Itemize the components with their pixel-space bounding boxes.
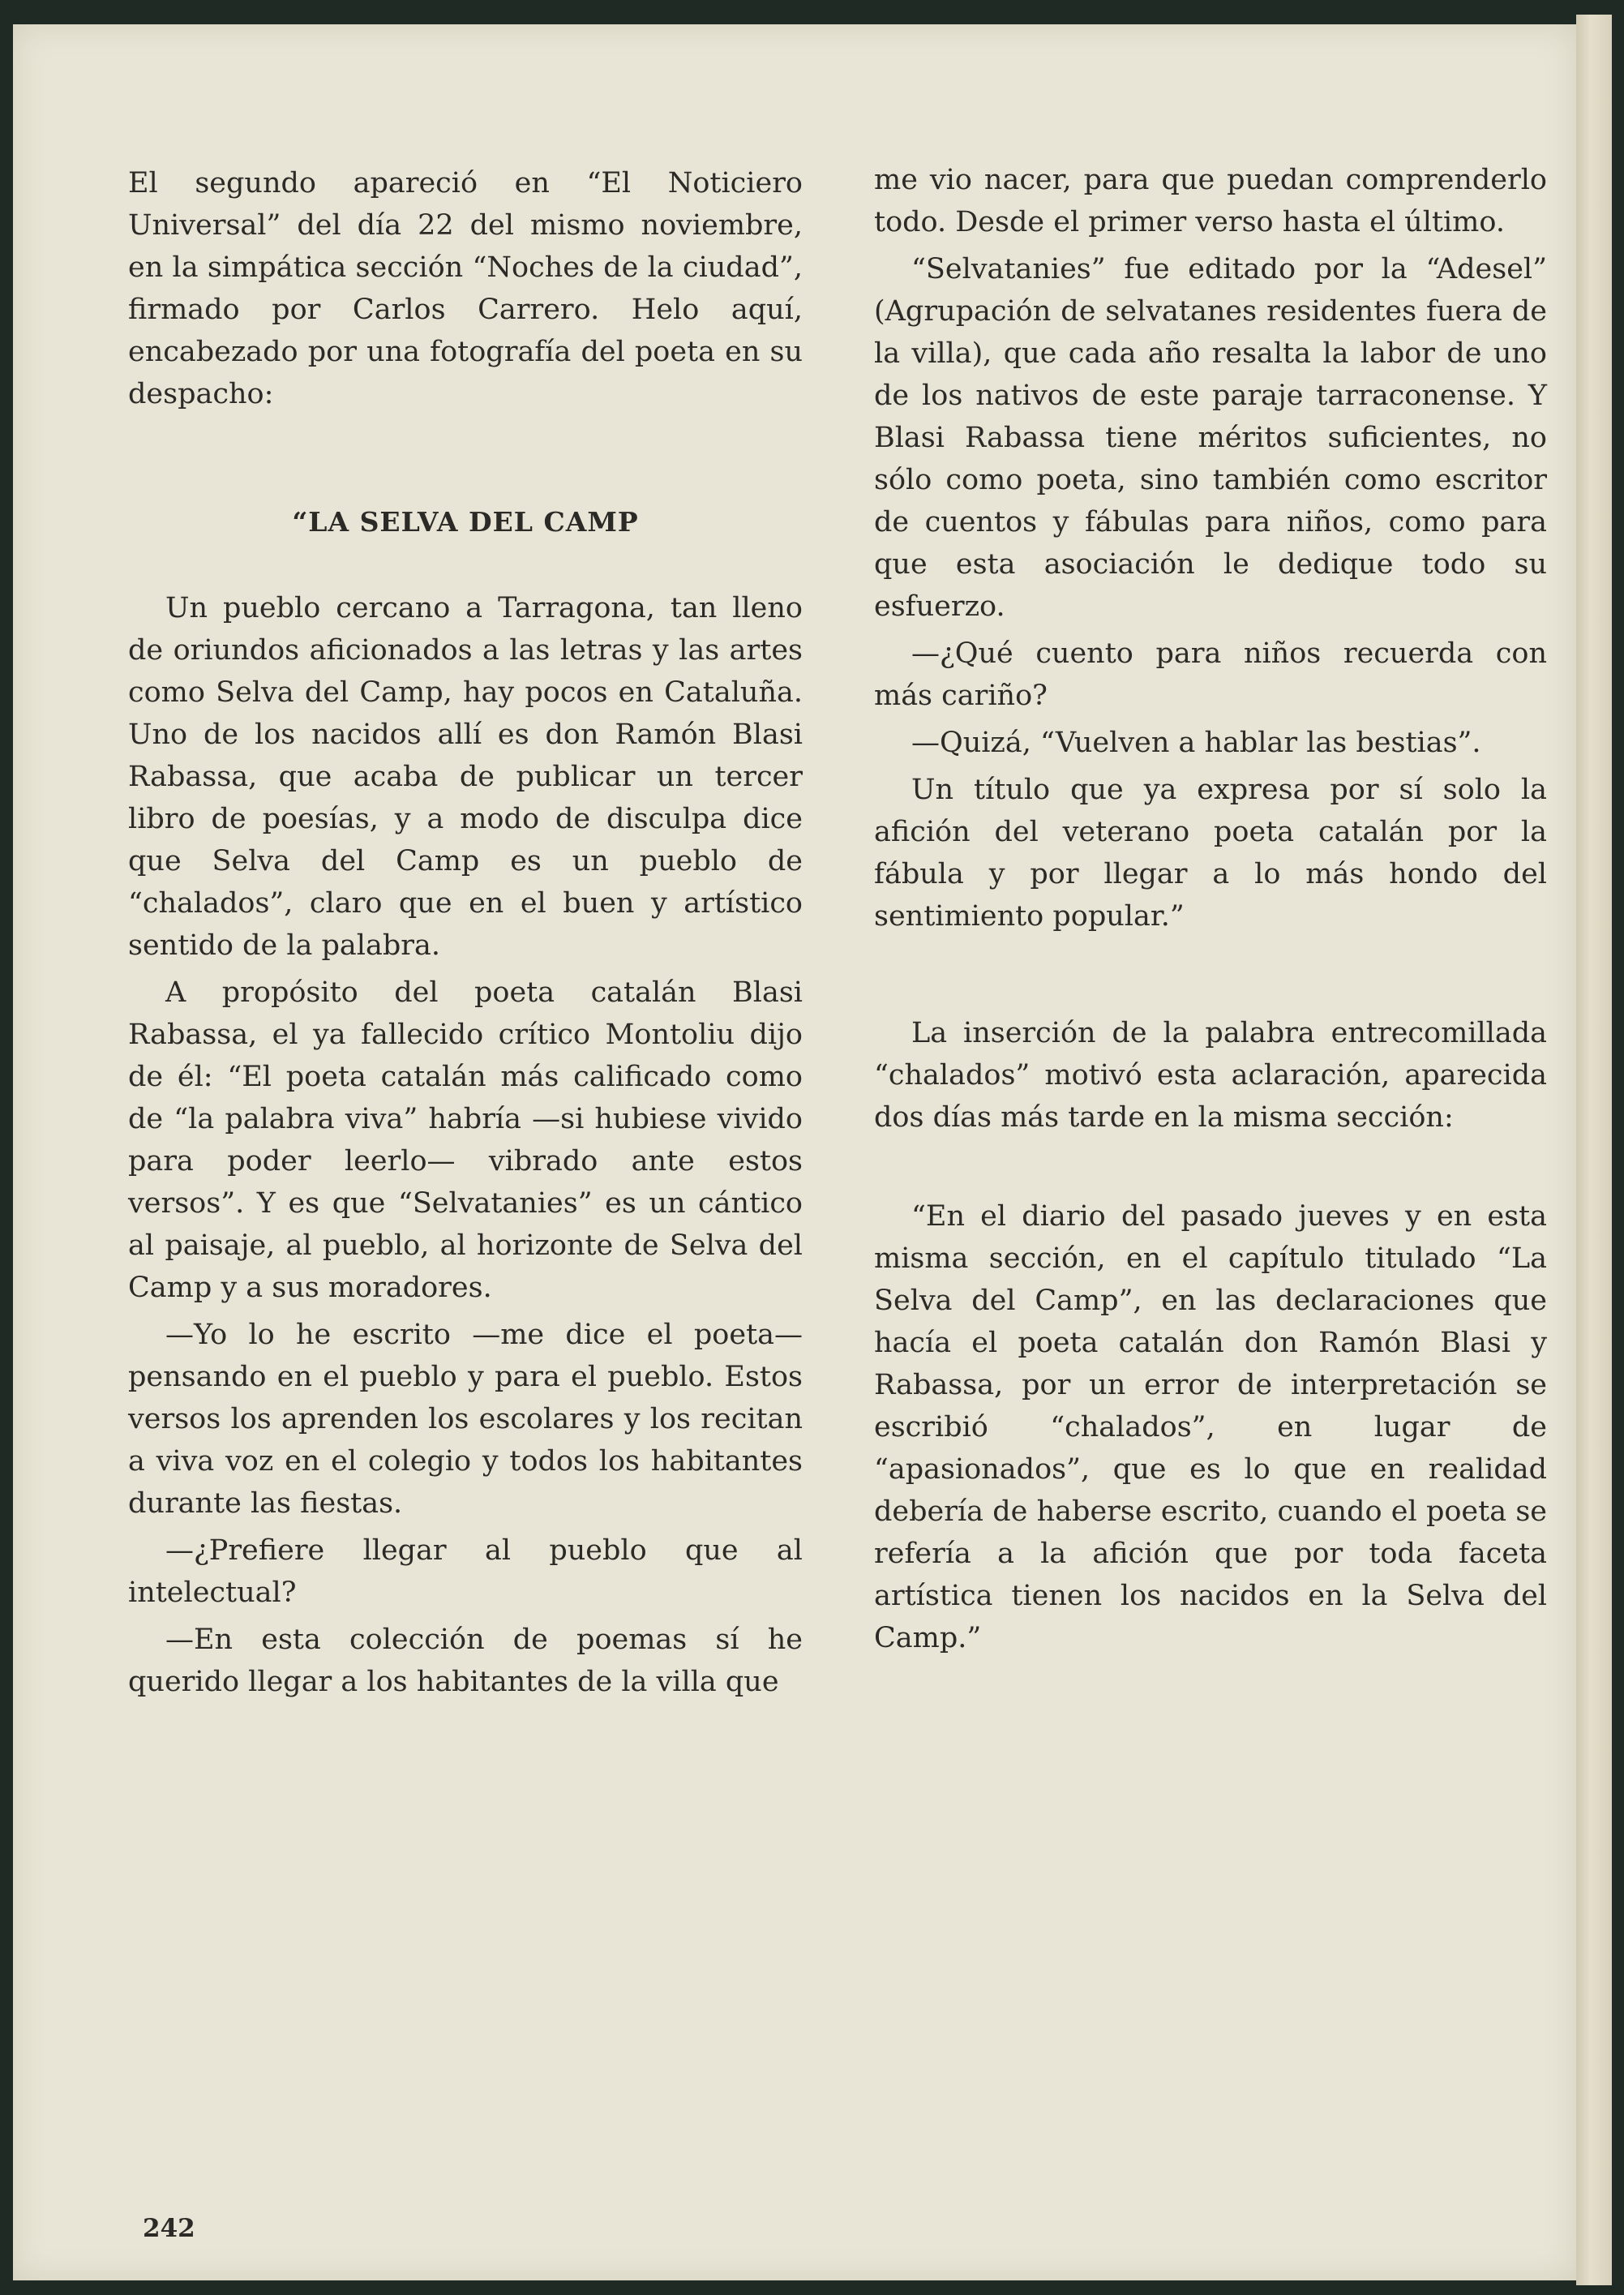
right-column (874, 159, 1547, 1664)
paragraph: —Yo lo he escrito —me dice el poeta— pensando en el pueblo y para el pueblo. Estos versos los aprenden los escolares y los recitan a viva voz en el colegio y todos los habitantes durante las fiestas. (128, 1319, 803, 1520)
paragraph: A propósito del poeta catalán Blasi Rabassa, el ya fallecido crítico Montoliu dijo de él: “El poeta catalán más calificado como de “la palabra viva” habría —si hubiese vivido para poder leerlo— vibrado ante estos versos”. Y es que “Selvatanies” es un cántico al paisaje, al pueblo, al horizonte de Selva del Camp y a sus moradores. (128, 976, 803, 1304)
page-number: 242 (143, 2214, 195, 2243)
left-column (128, 162, 803, 1708)
intro-paragraph: El segundo apareció en “El Noticiero Universal” del día 22 del mismo noviembre, en la simpática sección “Noches de la ciudad”, firmado por Carlos Carrero. Helo aquí, encabezado por una fotografía del poeta en su despacho: (128, 167, 803, 410)
paragraph: me vio nacer, para que puedan comprenderlo todo. Desde el primer verso hasta el último. (874, 164, 1547, 238)
paragraph: —¿Prefiere llegar al pueblo que al intelectual? (128, 1534, 803, 1609)
paragraph: “Selvatanies” fue editado por la “Adesel” (Agrupación de selvatanes residentes fuera de la villa), que cada año resalta la labor de uno de los nativos de este paraje tarraconense. Y Blasi Rabassa tiene méritos suficientes, no sólo como poeta, sino también como escritor de cuentos y fábulas para niños, como para que esta asociación le dedique todo su esfuerzo. (874, 253, 1547, 623)
paragraph: Un título que ya expresa por sí solo la afición del veterano poeta catalán por la fábula y por llegar a lo más hondo del sentimiento popular.” (874, 774, 1547, 933)
page-edge (1576, 15, 1612, 2285)
paragraph: —Quizá, “Vuelven a hablar las bestias”. (911, 727, 1481, 759)
paragraph: Un pueblo cercano a Tarragona, tan lleno de oriundos aficionados a las letras y las artes como Selva del Camp, hay pocos en Cataluña. Uno de los nacidos allí es don Ramón Blasi Rabassa, que acaba de publicar un tercer libro de poesías, y a modo de disculpa dice que Selva del Camp es un pueblo de “chalados”, claro que en el buen y artístico sentido de la palabra. (128, 592, 803, 962)
paragraph: —En esta colección de poemas sí he querido llegar a los habitantes de la villa que (128, 1624, 803, 1698)
article-heading: “LA SELVA DEL CAMP (292, 506, 639, 538)
paragraph: La inserción de la palabra entrecomillada “chalados” motivó esta aclaración, aparecida dos días más tarde en la misma sección: (874, 1017, 1547, 1134)
quoted-paragraph: “En el diario del pasado jueves y en esta misma sección, en el capítulo titulado “La Selva del Camp”, en las declaraciones que hacía el poeta catalán don Ramón Blasi y Rabassa, por un error de interpretación se escribió “chalados”, en lugar de “apasionados”, que es lo que en realidad debería de haberse escrito, cuando el poeta se refería a la afición que por toda faceta artística tienen los nacidos en la Selva del Camp.” (874, 1200, 1547, 1654)
paragraph: —¿Qué cuento para niños recuerda con más cariño? (874, 637, 1547, 712)
